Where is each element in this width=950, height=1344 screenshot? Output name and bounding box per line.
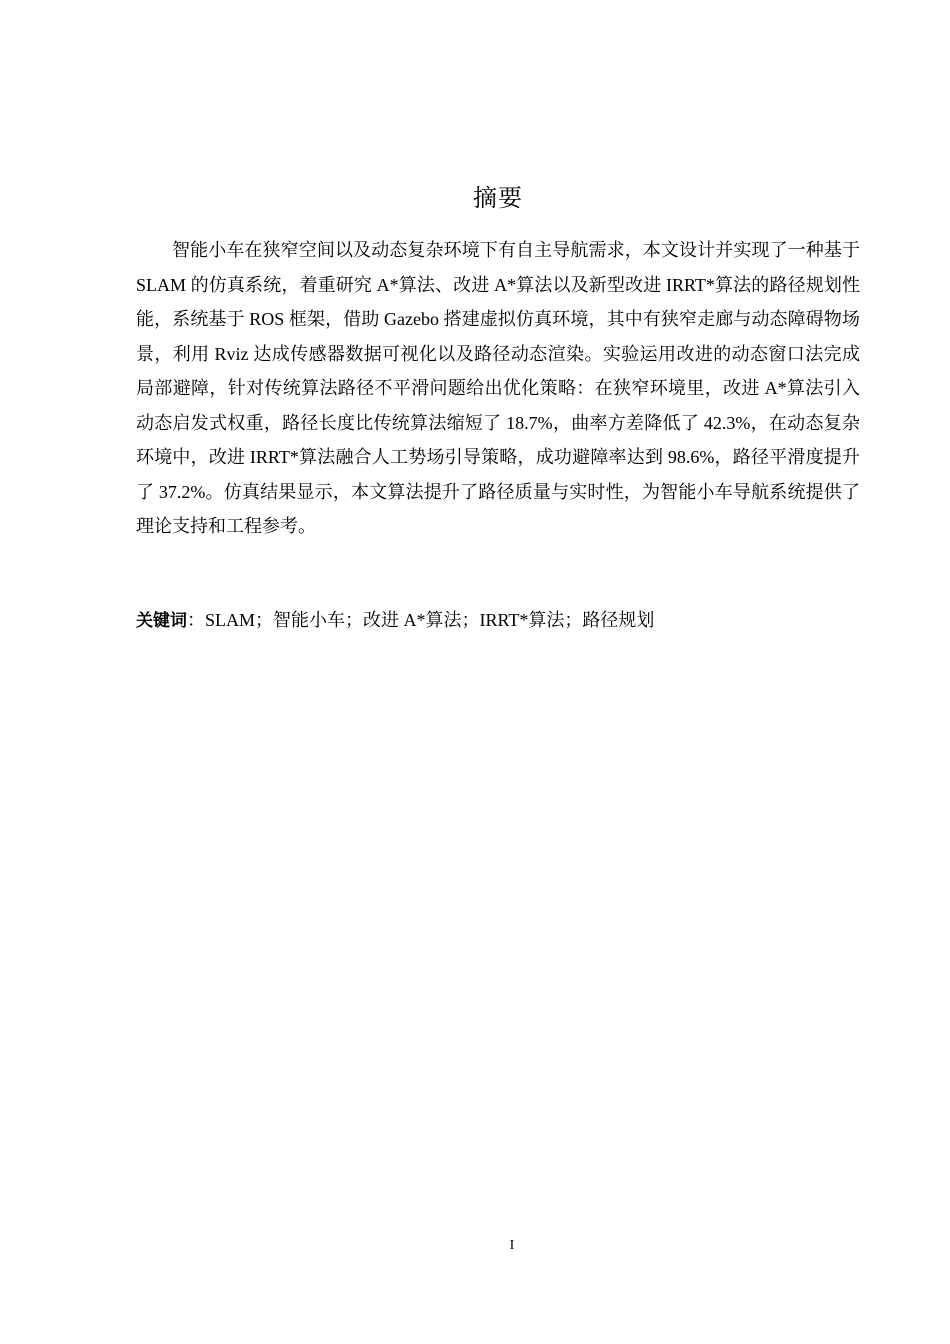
page-title: 摘要 xyxy=(473,184,523,212)
abstract-paragraph: 智能小车在狭窄空间以及动态复杂环境下有自主导航需求，本文设计并实现了一种基于 SLAM 的仿真系统，着重研究 A*算法、改进 A*算法以及新型改进 IRRT*算法的路径规划性能，系统基于 ROS 框架，借助 Gazebo 搭建虚拟仿真环境，其中有狭窄走廊与动态障碍物场景，利用 Rviz 达成传感器数据可视化以及路径动态渲染。实验运用改进的动态窗口法完成局部避障，针对传统算法路径不平滑问题给出优化策略：在狭窄环境里，改进 A*算法引入动态启发式权重，路径长度比传统算法缩短了 18.7%，曲率方差降低了 42.3%，在动态复杂环境中，改进 IRRT*算法融合人工势场引导策略，成功避障率达到 98.6%，路径平滑度提升了 37.2%。仿真结果显示，本文算法提升了路径质量与实时性，为智能小车导航系统提供了理论支持和工程参考。 xyxy=(136,240,860,536)
keywords-separator: ： xyxy=(187,610,205,630)
page-number: I xyxy=(509,1238,515,1253)
keywords-label: 关键词 xyxy=(136,611,187,631)
keywords-text: SLAM；智能小车；改进 A*算法；IRRT*算法；路径规划 xyxy=(205,610,655,630)
keywords-line xyxy=(136,603,860,638)
